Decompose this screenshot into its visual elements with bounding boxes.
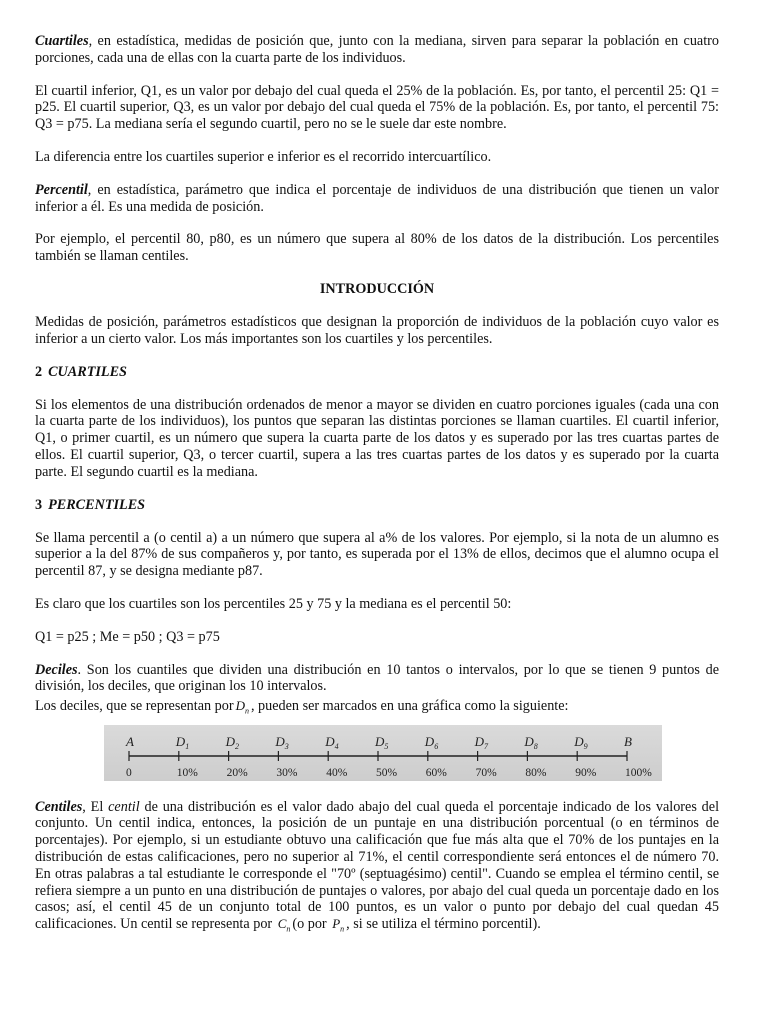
centiles-text-1: , El [82,798,109,815]
heading-percentiles-text: PERCENTILES [48,496,146,513]
term-cuartiles: Cuartiles [35,33,89,49]
paragraph-deciles-graph-intro [35,698,719,720]
percentil-symbol-letter: P [332,916,341,932]
paragraph-intro: Medidas de posición, parámetros estadísticos que designan la proporción de individuos de la población cuyo valor es inferior a un cierto valor. Los más importantes son los cuartiles y los percentiles. [35,313,719,347]
deciles-scale-graphic [104,725,662,781]
decile-top-label: $D_8$ [524,733,538,751]
heading-cuartiles-text: CUARTILES [48,363,127,380]
term-deciles: Deciles [35,661,78,678]
paragraph-percentil-def [35,182,719,216]
decile-bottom-label: 10% [176,766,198,779]
decile-bottom-label: 80% [525,766,547,779]
deciles-intro-after: , pueden ser marcados en una gráfica como la siguiente: [250,698,569,715]
centiles-text-body: de una distribución es el valor dado abajo del cual queda el porcentaje indicado de los valores del conjunto. Un centil indica, entonces, la posición de un puntaje en una distribución porcentual (o en términos de porcentajes). Por ejemplo, si un estudiante obtuvo una calificación que fue más alta que el 70% de los puntajes en la distribución de estas calificaciones, pero no superior al 71%, el centil correspondiente será entonces el de número 70. En otras palabras a tal estudiante le corresponde el "70º (septuagésimo) centil". Cuando se emplea el término centil, se refiera siempre a un punto en una distribución de puntajes o valores, por abajo del cual queda un porcentaje dado en los casos; así, el centil 45 de un conjunto total de 100 puntos, es un valor o punto por debajo del cual quedan 45 calificaciones. Un centil se representa por [35,798,720,933]
decile-top-label: $D_3$ [275,733,289,751]
decile-top-label: B [624,733,632,749]
percentil-symbol [332,916,344,938]
deciles-intro-before: Los deciles, que se representan por [35,698,234,715]
centiles-text-centil: centil [108,798,140,815]
paragraph-claro: Es claro que los cuartiles son los percentiles 25 y 75 y la mediana es el percentil 50: [35,595,512,612]
cuartiles-def-text: , en estadística, medidas de posición que, junto con la mediana, sirven para separar la población en cuatro porciones, cada una de ellas con la cuarta parte de los individuos. [35,33,719,66]
decile-bottom-label: 0 [126,766,132,779]
paragraph-formula: Q1 = p25 ; Me = p50 ; Q3 = p75 [35,628,220,645]
decile-bottom-label: 100% [625,766,652,779]
heading-cuartiles-number: 2 [35,363,43,380]
paragraph-ejemplo: Por ejemplo, el percentil 80, p80, es un número que supera al 80% de los datos de la distribución. Los percentiles también se llaman centiles. [35,231,719,265]
decile-bottom-label: 90% [575,766,597,779]
decile-bottom-label: 70% [475,766,497,779]
decile-bottom-label: 50% [376,766,398,779]
paragraph-percentil-a: Se llama percentil a (o centil a) a un número que supera al a% de los valores. Por ejemplo, si la nota de un alumno es superior a la del 87% de sus compañeros y, por tanto, es superada por el 13% de ellos, decimos que el alumno ocupa el percentil 87, y se designa mediante p87. [35,529,719,580]
decile-top-label: $D_7$ [474,733,488,751]
decile-symbol-letter: D [235,698,245,714]
centil-symbol [278,916,291,938]
heading-percentiles-number: 3 [35,496,43,513]
decile-top-label: $D_5$ [375,733,389,751]
paragraph-recorrido: La diferencia entre los cuartiles superior e inferior es el recorrido intercuartílico. [35,148,492,165]
percentil-def-text: , en estadística, parámetro que indica el porcentaje de individuos de una distribución que tienen un valor inferior a él. Es una medida de posición. [35,181,719,215]
paragraph-deciles-def [35,662,719,696]
decile-symbol-sub: n [244,706,249,716]
paragraph-cuartiles-detail: Si los elementos de una distribución ordenados de menor a mayor se dividen en cuatro porciones iguales (cada una con la cuarta parte de los individuos), los puntos que separan las distintas porciones se llaman cuartiles. El cuartil inferior, Q1, o primer cuartil, es un número que supera la cuarta parte de los datos y es superado por las tres cuartas partes de ellos. El cuartil superior, Q3, o tercer cuartil, supera a las tres cuartas partes de los datos y es superado por la cuarta parte. El segundo cuartil es la mediana. [35,396,719,480]
decile-top-label: $D_1$ [175,733,190,751]
decile-bottom-label: 30% [276,766,298,779]
deciles-def-text: . Son los cuantiles que dividen una distribución en 10 tantos o intervalos, por lo que se tienen 9 puntos de división, los deciles, que originan los 10 intervalos. [35,661,719,695]
term-percentil: Percentil [35,181,88,198]
decile-bottom-label: 20% [226,766,248,779]
heading-cuartiles [35,364,719,381]
decile-top-label: $D_6$ [424,733,439,751]
centil-symbol-letter: C [277,916,287,932]
decile-top-label: $D_4$ [325,733,339,751]
decile-top-label: A [126,733,134,749]
heading-percentiles [35,497,719,514]
decile-top-label: $D_2$ [225,733,239,751]
deciles-figure [104,725,662,781]
paragraph-centiles [35,799,719,939]
percentil-symbol-sub: n [340,924,345,934]
decile-bottom-label: 60% [425,766,447,779]
paragraph-cuartiles-def [35,33,719,67]
document-body [35,33,719,954]
centiles-text-end: , si se utiliza el término porcentil). [346,916,541,933]
paragraph-cuartil-inferior: El cuartil inferior, Q1, es un valor por debajo del cual queda el 25% de la población. Es, por tanto, el percentil 25: Q1 = p25. El cuartil superior, Q3, es un valor por debajo del cual queda el 75% de la población. Es, por tanto, el percentil 75: Q3 = p75. La mediana sería el segundo cuartil, pero no se le suele dar este nombre. [35,82,719,133]
term-centiles: Centiles [35,798,83,815]
centiles-text-or: (o por [292,916,327,933]
decile-top-label: $D_9$ [574,733,588,751]
centil-symbol-sub: n [286,924,291,934]
decile-bottom-label: 40% [326,766,348,779]
section-title-introduccion: INTRODUCCIÓN [319,280,435,297]
decile-symbol [236,698,249,720]
